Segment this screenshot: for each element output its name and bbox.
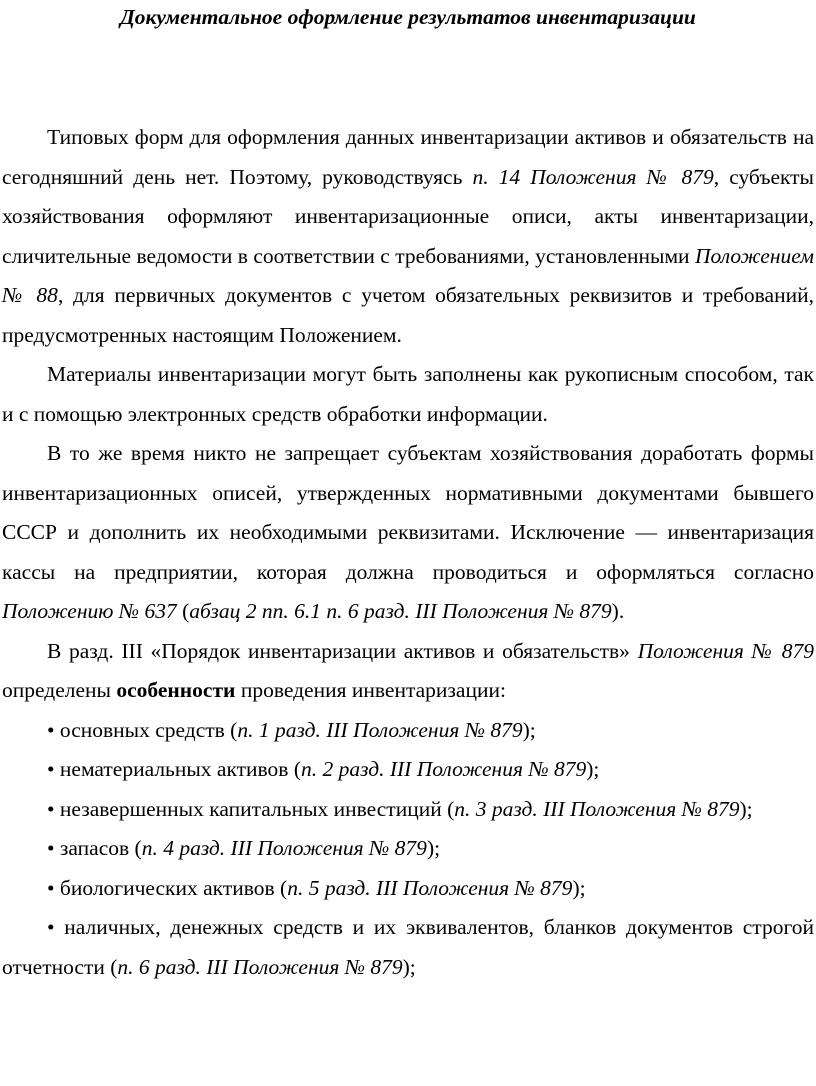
paragraph-1-reference-1: п. 14 Положения № 879 xyxy=(472,164,714,189)
paragraph-4-text-c: проведения инвентаризации: xyxy=(235,678,506,702)
paragraph-4-emphasis: особенности xyxy=(116,678,236,702)
bullet-text: • наличных, денежных средств и их эквивалентов, бланков документов строгой отчетности ( xyxy=(2,915,814,979)
bullet-reference: п. 3 разд. III Положения № 879 xyxy=(454,796,740,821)
paragraph-4-text-b: определены xyxy=(2,678,117,702)
bullet-end: ); xyxy=(572,875,586,900)
paragraph-3-text-b: ( xyxy=(176,599,190,623)
paragraph-3-text-c: ). xyxy=(611,599,625,623)
paragraph-3-reference-1: Положению № 637 xyxy=(2,599,177,623)
paragraph-1 xyxy=(2,118,814,355)
bullet-reference: п. 6 разд. III Положения № 879 xyxy=(117,954,403,979)
bullet-reference: п. 2 разд. III Положения № 879 xyxy=(300,757,587,781)
paragraph-1-text-b: , субъекты хозяйствования оформляют инвентаризационные описи, акты инвентаризации, сличительные ведомости в соответствии с требованиями, установленными xyxy=(2,164,814,268)
bullet-text: • основных средств ( xyxy=(47,717,238,742)
document-body xyxy=(2,118,814,987)
bullet-text: • нематериальных активов ( xyxy=(47,757,301,781)
paragraph-4-text-a: В разд. III «Порядок инвентаризации активов и обязательств» xyxy=(47,638,638,663)
paragraph-2: Материалы инвентаризации могут быть заполнены как рукописным способом, так и с помощью электронных средств обработки информации. xyxy=(2,362,814,426)
bullet-end: ); xyxy=(426,836,441,860)
bullet-text: • биологических активов ( xyxy=(47,875,288,900)
paragraph-1-text-c: , для первичных документов с учетом обязательных реквизитов и требований, предусмотренных настоящим Положением. xyxy=(2,283,814,347)
bullet-end: ); xyxy=(522,717,536,742)
bullet-end: ); xyxy=(586,757,600,781)
paragraph-4 xyxy=(2,632,814,711)
bullet-item xyxy=(2,869,814,909)
bullet-item xyxy=(2,908,814,987)
bullet-text: • запасов ( xyxy=(47,836,142,860)
paragraph-1-reference-2: Положением № 88 xyxy=(2,243,814,307)
paragraph-3-reference-2: абзац 2 пп. 6.1 п. 6 разд. III Положения № 879 xyxy=(189,599,612,623)
paragraph-3-text-a: В то же время никто не запрещает субъектам хозяйствования доработать формы инвентаризационных описей, утвержденных нормативными документами бывшего СССР и дополнить их необходимыми реквизитами. Исключение — инвентаризация кассы на предприятии, которая должна проводиться и оформляться согласно xyxy=(2,441,814,584)
bullet-text: • незавершенных капитальных инвестиций ( xyxy=(47,796,455,821)
bullet-end: ); xyxy=(402,954,416,979)
paragraph-4-reference: Положения № 879 xyxy=(637,638,814,663)
bullet-item xyxy=(2,829,814,869)
bullet-reference: п. 1 разд. III Положения № 879 xyxy=(237,717,523,742)
bullet-reference: п. 4 разд. III Положения № 879 xyxy=(141,836,427,860)
bullet-end: ); xyxy=(739,796,753,821)
paragraph-1-text-a: Типовых форм для оформления данных инвентаризации активов и обязательств на сегодняшний день нет. Поэтому, руководствуясь xyxy=(2,125,814,189)
bullet-item xyxy=(2,790,814,830)
paragraph-3 xyxy=(2,434,814,632)
bullet-item xyxy=(2,711,814,751)
document-title: Документальное оформление результатов инвентаризации xyxy=(120,5,696,29)
bullet-item xyxy=(2,750,814,790)
bullet-reference: п. 5 разд. III Положения № 879 xyxy=(287,875,573,900)
